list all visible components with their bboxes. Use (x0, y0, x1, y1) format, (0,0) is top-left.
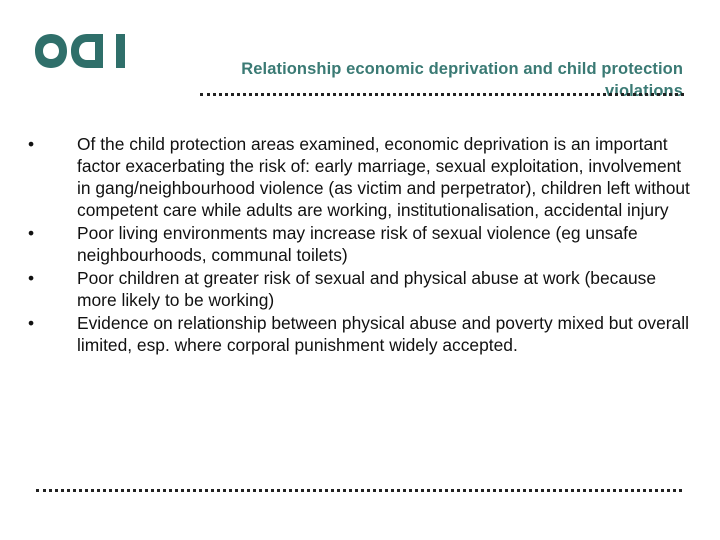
bullet-item (28, 133, 692, 221)
bullet-marker: • (28, 313, 35, 333)
bullet-item (28, 267, 692, 311)
title-dotted-divider (200, 93, 684, 96)
bullet-marker: • (28, 134, 35, 154)
bullet-text: Poor children at greater risk of sexual and physical abuse at work (because more likely to be working) (77, 268, 657, 310)
slide-title: Relationship economic deprivation and child protection violations (241, 60, 683, 100)
bullet-item (28, 312, 692, 356)
odi-logo (33, 30, 131, 72)
bullet-text: Poor living environments may increase risk of sexual violence (eg unsafe neighbourhoods, communal toilets) (77, 223, 638, 265)
bullet-marker: • (28, 268, 35, 288)
bullet-marker: • (28, 223, 35, 243)
bullet-text: Evidence on relationship between physical abuse and poverty mixed but overall limited, esp. where corporal punishment widely accepted. (77, 313, 689, 355)
footer-dotted-divider (36, 489, 682, 492)
bullet-text: Of the child protection areas examined, economic deprivation is an important factor exacerbating the risk of: early marriage, sexual exploitation, involvement in gang/neighbourhood violence (as victim and perpetrator), children left without competent care while adults are working, institutionalisation, accidental injury (77, 134, 690, 220)
bullet-item (28, 222, 692, 266)
bullet-list (28, 133, 692, 357)
